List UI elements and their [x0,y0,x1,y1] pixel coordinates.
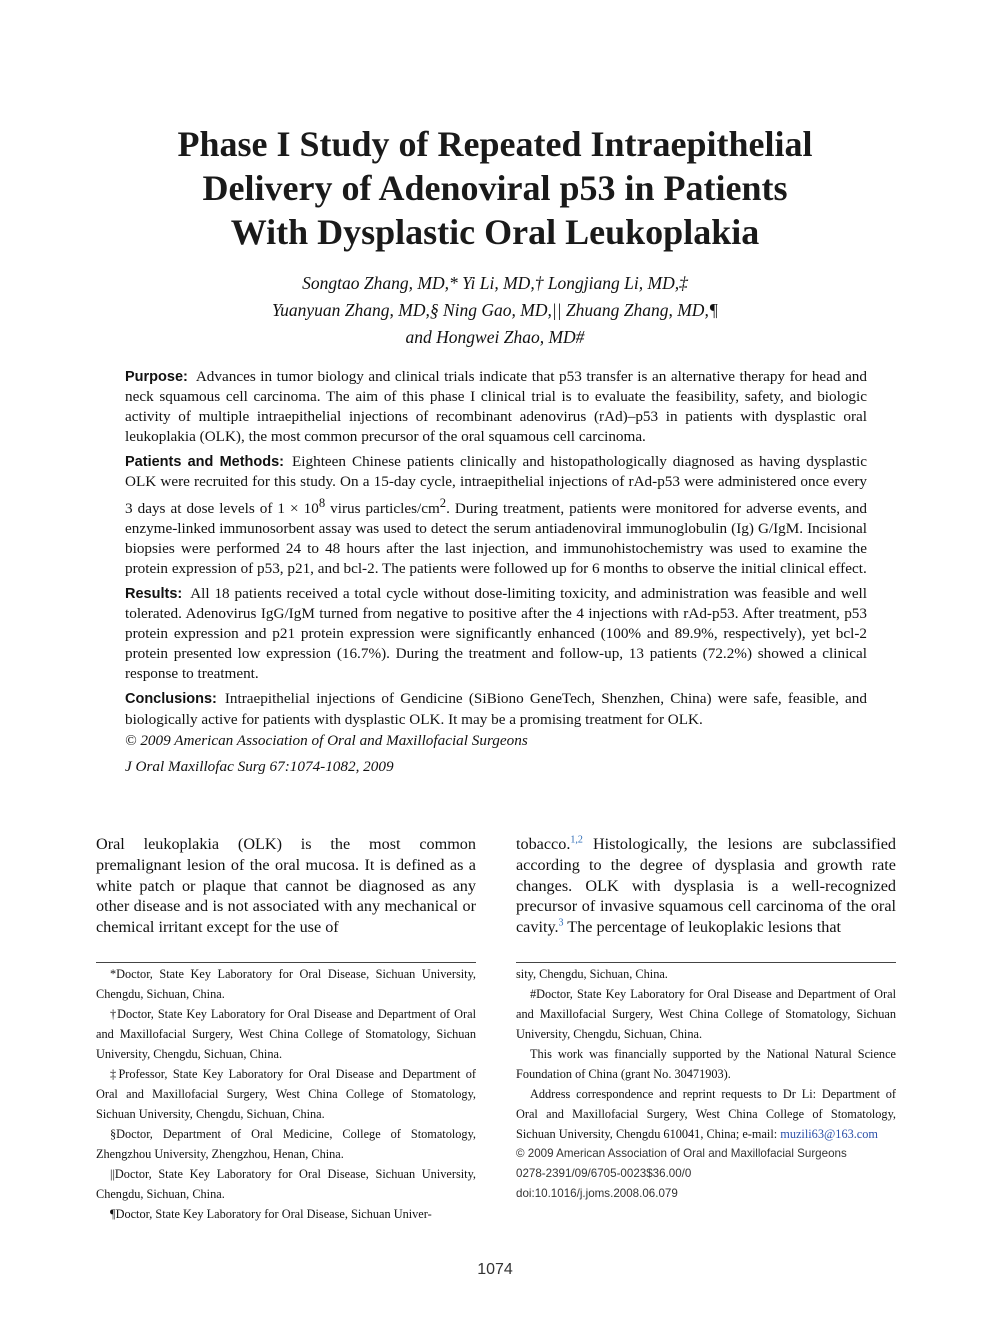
correspondence-note [516,1084,896,1144]
methods-label: Patients and Methods: [125,454,285,471]
footnotes-left [96,964,476,1224]
footnote-divider [96,962,476,963]
author-list [100,270,890,351]
methods-text: Eighteen Chinese patients clinically and histopathologically diagnosed as having dysplastic OLK were recruited for this study. On a 15-day cycle, intraepithelial injections of rAd-p53 were administered once every 3 days at dose levels of 1 × 10 [125,453,867,517]
author-line: Songtao Zhang, MD,* Yi Li, MD,† Longjiang Li, MD,‡ [302,273,688,293]
purpose-label: Purpose: [125,369,188,385]
author-line: and Hongwei Zhao, MD# [405,327,585,347]
author-line: Yuanyuan Zhang, MD,§ Ning Gao, MD,|| Zhuang Zhang, MD,¶ [272,300,718,320]
methods-superscript: 2 [439,495,447,510]
abstract-purpose [125,367,867,447]
reference-link[interactable]: 3 [558,917,564,929]
affiliation-footnote: #Doctor, State Key Laboratory for Oral Disease and Department of Oral and Maxillofacial Surgery, West China College of Stomatology, Sichuan University, Chengdu, Sichuan, China. [516,987,896,1041]
doi-link[interactable]: doi:10.1016/j.joms.2008.06.079 [516,1187,678,1200]
abstract-methods [125,452,867,579]
affiliation-footnote: ¶Doctor, State Key Laboratory for Oral Disease, Sichuan Univer- [110,1207,432,1221]
address-text: Address correspondence and reprint requests to Dr Li: Department of Oral and Maxillofacial Surgery, West China College of Stomatology, Sichuan University, Chengdu 610041, China; e-mail: [516,1087,896,1141]
page-number: 1074 [477,1261,513,1278]
email-link[interactable]: muzili63@163.com [780,1127,878,1141]
methods-text: virus particles/cm [325,499,440,517]
affiliation-footnote: *Doctor, State Key Laboratory for Oral Disease, Sichuan University, Chengdu, Sichuan, China. [96,967,476,1001]
footnotes-right [516,964,896,1204]
footer-copyright: © 2009 American Association of Oral and Maxillofacial Surgeons [516,1147,847,1160]
affiliation-footnote: ‡Professor, State Key Laboratory for Oral Disease and Department of Oral and Maxillofacial Surgery, West China College of Stomatology, Sichuan University, Chengdu, Sichuan, China. [96,1067,476,1121]
body-paragraph: Oral leukoplakia (OLK) is the most common premalignant lesion of the oral mucosa. It is defined as a white patch or plaque that cannot be diagnosed as any other disease and is not associated with any mechanical or chemical irritant except for the use of [96,835,476,937]
affiliation-footnote: §Doctor, Department of Oral Medicine, College of Stomatology, Zhengzhou University, Zhengzhou, Henan, China. [96,1127,476,1161]
affiliation-footnote: ||Doctor, State Key Laboratory for Oral Disease, Sichuan University, Chengdu, Sichuan, China. [96,1167,476,1201]
conclusions-label: Conclusions: [125,691,217,708]
reference-link[interactable]: 1,2 [570,834,583,846]
article-title [60,122,930,254]
abstract [125,367,867,782]
funding-note: This work was financially supported by the National Natural Science Foundation of China (grant No. 30471903). [516,1047,896,1081]
methods-superscript: 8 [318,495,326,510]
body-paragraph: Histologically, the lesions are subclassified according to the degree of dysplasia and growth rate changes. OLK with dysplasia is a well-recognized precursor of invasive squamous cell carcinoma of the oral cavity. [516,835,896,937]
abstract-conclusions [125,689,867,729]
issn: 0278-2391/09/6705-0023$36.00/0 [516,1167,692,1180]
footnote-divider [516,962,896,963]
results-text: All 18 patients received a total cycle without dose-limiting toxicity, and administration was feasible and well tolerated. Adenovirus IgG/IgM turned from negative to positive after the 4 injections with rAd-p53. After treatment, p53 protein expression and p21 protein expression were significantly enhanced (100% and 89.9%, respectively), yet bcl-2 protein presented low expression (16.7%). During the treatment and follow-up, 13 patients (72.2%) showed a clinical response to treatment. [125,585,867,683]
methods-text: . During treatment, patients were monitored for adverse events, and enzyme-linked immunosorbent assay was used to detect the serum antiadenoviral immunoglobulin (Ig) G/IgM. Incisional biopsies were performed 24 to 48 hours after the last injection, and immunohistochemistry was used to examine the protein expression of p53, p21, and bcl-2. The patients were followed up for 6 months to observe the initial clinical effect. [125,499,868,577]
affiliation-footnote: sity, Chengdu, Sichuan, China. [516,967,668,981]
title-line: With Dysplastic Oral Leukoplakia [230,212,760,252]
body-paragraph: The percentage of leukoplakic lesions that [563,918,842,937]
journal-citation: J Oral Maxillofac Surg 67:1074-1082, 2009 [125,757,394,775]
body-text-left [96,834,476,938]
affiliation-footnote: †Doctor, State Key Laboratory for Oral Disease and Department of Oral and Maxillofacial Surgery, West China College of Stomatology, Sichuan University, Chengdu, Sichuan, China. [96,1007,476,1061]
abstract-copyright: © 2009 American Association of Oral and Maxillofacial Surgeons [125,731,528,749]
title-line: Phase I Study of Repeated Intraepithelial [177,124,813,164]
body-paragraph: tobacco. [516,835,571,853]
abstract-results [125,584,867,684]
results-label: Results: [125,586,183,602]
purpose-text: Advances in tumor biology and clinical trials indicate that p53 transfer is an alternative therapy for head and neck squamous cell carcinoma. The aim of this phase I clinical trial is to evaluate the feasibility, safety, and biologic activity of multiple intraepithelial injections of recombinant adenovirus (rAd)–p53 in patients with dysplastic oral leukoplakia (OLK), the most common precursor of the oral squamous cell carcinoma. [125,368,867,446]
body-text-right [516,834,896,938]
title-line: Delivery of Adenoviral p53 in Patients [202,168,788,208]
conclusions-text: Intraepithelial injections of Gendicine (SiBiono GeneTech, Shenzhen, China) were safe, feasible, and biologically active for patients with dysplastic OLK. It may be a promising treatment for OLK. [125,690,867,728]
